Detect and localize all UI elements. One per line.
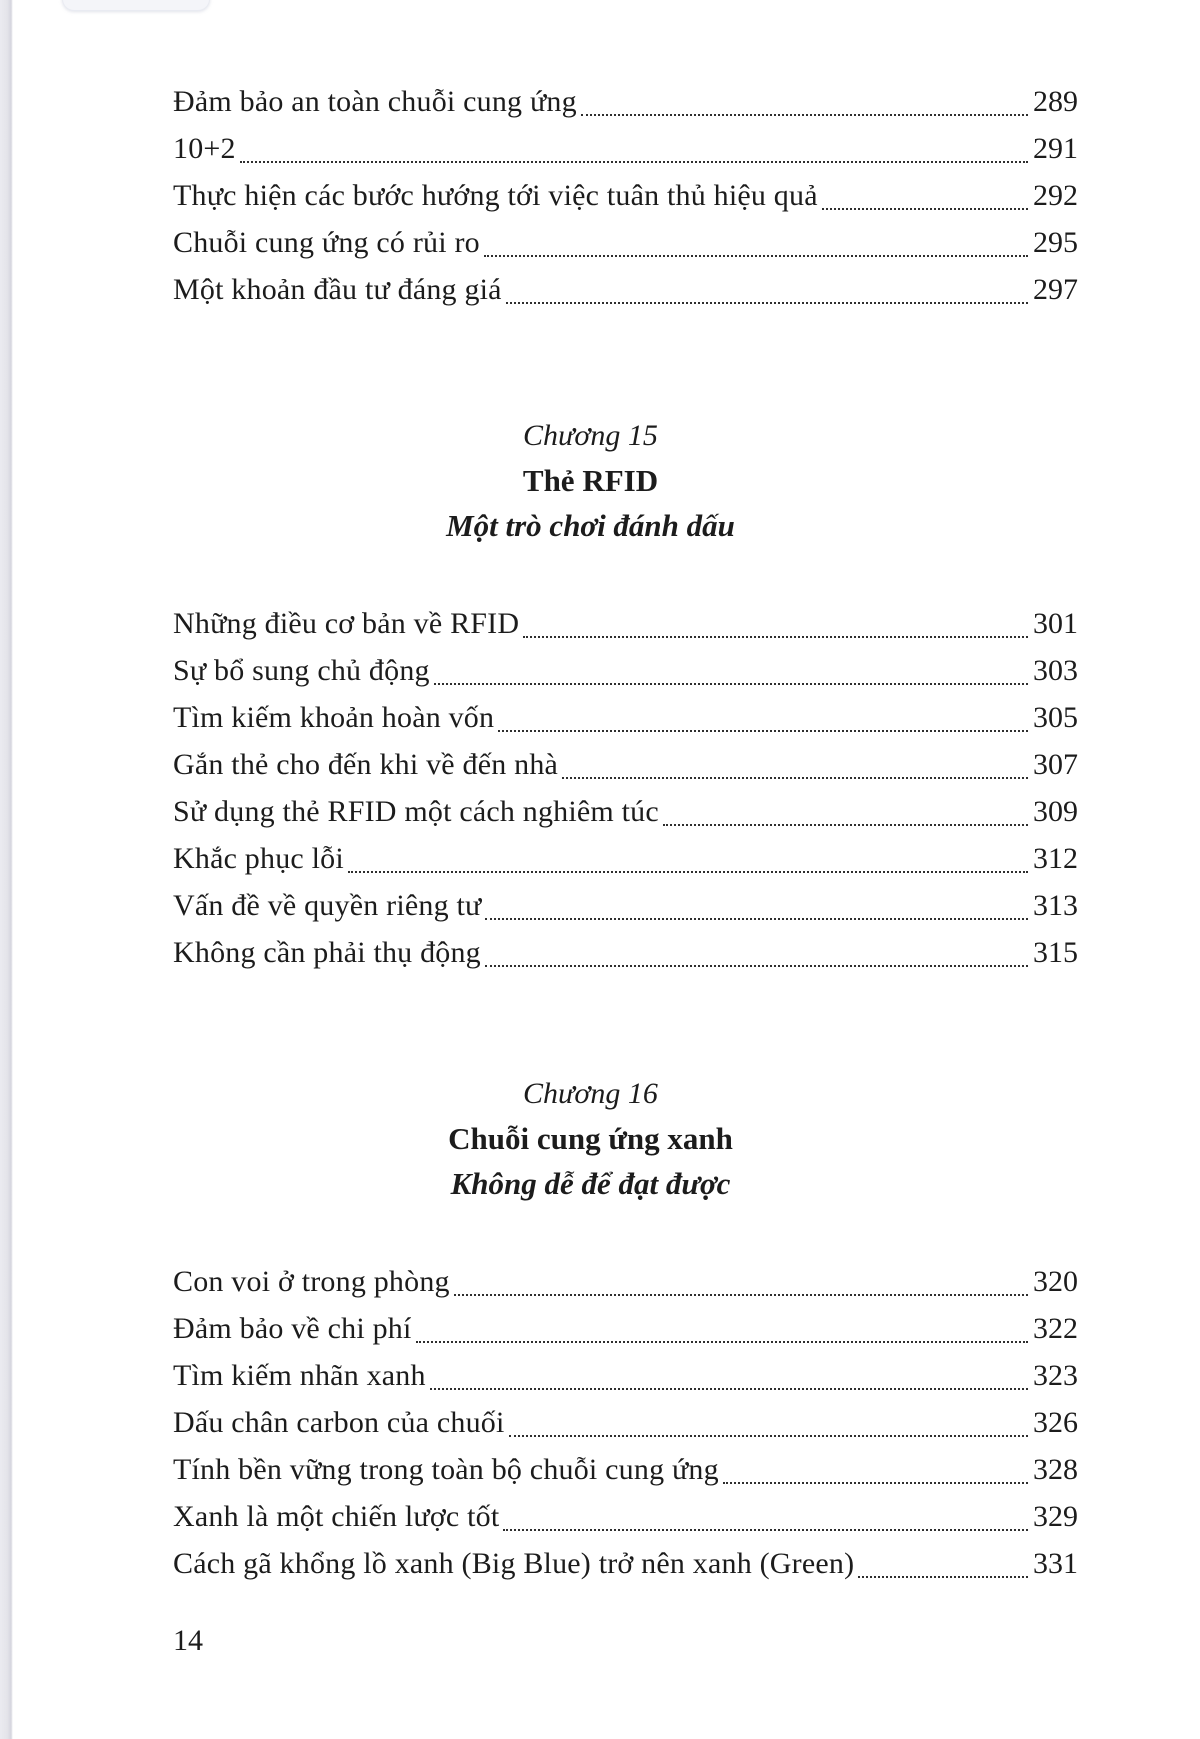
chapter-subtitle: Một trò chơi đánh dấu <box>446 508 735 543</box>
chapter-title: Chuỗi cung ứng xanh <box>448 1121 733 1156</box>
dot-leader <box>348 871 1028 873</box>
toc-entry-title: Xanh là một chiến lược tốt <box>173 1500 500 1533</box>
dot-leader <box>858 1576 1028 1578</box>
chapter-number-label: Chương 16 <box>523 1077 658 1110</box>
toc-entry-page-number: 289 <box>1033 85 1078 118</box>
chapter-number-label: Chương 15 <box>523 419 658 452</box>
toc-entry-title: Tìm kiếm khoản hoàn vốn <box>173 701 495 734</box>
toc-entry-page-number: 323 <box>1033 1359 1078 1392</box>
toc-entry[interactable] <box>173 647 1078 694</box>
dot-leader <box>581 114 1028 116</box>
toc-entry-page-number: 292 <box>1033 179 1078 212</box>
toc-entry-page-number: 328 <box>1033 1453 1078 1486</box>
toc-entry[interactable] <box>173 882 1078 929</box>
toc-entry-title: Con voi ở trong phòng <box>173 1265 450 1298</box>
toc-entry-title: Một khoản đầu tư đáng giá <box>173 273 502 306</box>
toc-entry[interactable] <box>173 1258 1078 1305</box>
dot-leader <box>509 1435 1028 1437</box>
toc-page-content <box>173 0 1078 1664</box>
toc-entry-title: Tìm kiếm nhãn xanh <box>173 1359 426 1392</box>
toc-entry-page-number: 322 <box>1033 1312 1078 1345</box>
dot-leader <box>506 302 1028 304</box>
toc-entry[interactable] <box>173 125 1078 172</box>
toc-entry-title: Gắn thẻ cho đến khi về đến nhà <box>173 748 559 781</box>
chapter-title: Thẻ RFID <box>522 463 659 498</box>
toc-entry[interactable] <box>173 172 1078 219</box>
folio-page-number: 14 <box>173 1624 203 1657</box>
dot-leader <box>434 683 1028 685</box>
toc-section-2 <box>173 600 1078 976</box>
toc-entry-page-number: 320 <box>1033 1265 1078 1298</box>
toc-entry-title: Cách gã khổng lồ xanh (Big Blue) trở nên xanh (Green) <box>173 1547 855 1580</box>
toc-entry-title: Những điều cơ bản về RFID <box>173 607 520 640</box>
toc-entry-page-number: 326 <box>1033 1406 1078 1439</box>
toc-entry-title: Dấu chân carbon của chuối <box>173 1406 505 1439</box>
toc-section-1 <box>173 78 1078 313</box>
toc-entry-page-number: 291 <box>1033 132 1078 165</box>
toc-entry-page-number: 301 <box>1033 607 1078 640</box>
toc-entry-page-number: 307 <box>1033 748 1078 781</box>
toc-entry-page-number: 329 <box>1033 1500 1078 1533</box>
dot-leader <box>723 1482 1028 1484</box>
toc-entry[interactable] <box>173 78 1078 125</box>
toc-entry[interactable] <box>173 219 1078 266</box>
toc-entry-page-number: 331 <box>1033 1547 1078 1580</box>
toc-entry[interactable] <box>173 1399 1078 1446</box>
toc-entry[interactable] <box>173 1446 1078 1493</box>
toc-entry-page-number: 309 <box>1033 795 1078 828</box>
toc-entry-title: Sử dụng thẻ RFID một cách nghiêm túc <box>173 795 659 828</box>
toc-entry-page-number: 313 <box>1033 889 1078 922</box>
toc-entry[interactable] <box>173 1540 1078 1587</box>
toc-entry-page-number: 295 <box>1033 226 1078 259</box>
toc-entry[interactable] <box>173 741 1078 788</box>
toc-entry[interactable] <box>173 835 1078 882</box>
dot-leader <box>822 208 1028 210</box>
dot-leader <box>240 161 1028 163</box>
dot-leader <box>485 918 1028 920</box>
toc-entry-page-number: 312 <box>1033 842 1078 875</box>
dot-leader <box>503 1529 1028 1531</box>
toc-entry-title: Chuỗi cung ứng có rủi ro <box>173 226 480 259</box>
toc-entry-title: Thực hiện các bước hướng tới việc tuân thủ hiệu quả <box>173 179 818 212</box>
toc-entry-page-number: 305 <box>1033 701 1078 734</box>
toc-entry-title: Khắc phục lỗi <box>173 842 344 875</box>
toc-entry-title: Đảm bảo an toàn chuỗi cung ứng <box>173 85 577 118</box>
dot-leader <box>484 255 1028 257</box>
toc-section-3 <box>173 1258 1078 1587</box>
toc-entry[interactable] <box>173 266 1078 313</box>
dot-leader <box>416 1341 1028 1343</box>
toc-entry-title: Không cần phải thụ động <box>173 936 481 969</box>
toc-entry-title: Sự bổ sung chủ động <box>173 654 430 687</box>
toc-entry[interactable] <box>173 1352 1078 1399</box>
toc-entry[interactable] <box>173 600 1078 647</box>
toc-entry[interactable] <box>173 788 1078 835</box>
chapter-15-heading <box>173 413 1078 548</box>
toc-entry[interactable] <box>173 1493 1078 1540</box>
toc-entry-page-number: 297 <box>1033 273 1078 306</box>
toc-entry[interactable] <box>173 929 1078 976</box>
dot-leader <box>485 965 1028 967</box>
toc-entry[interactable] <box>173 694 1078 741</box>
toc-entry-title: 10+2 <box>173 132 236 165</box>
dot-leader <box>430 1388 1028 1390</box>
chapter-subtitle: Không dễ để đạt được <box>450 1166 731 1201</box>
toc-entry[interactable] <box>173 1305 1078 1352</box>
page-left-edge <box>0 0 13 1739</box>
dot-leader <box>454 1294 1028 1296</box>
dot-leader <box>498 730 1028 732</box>
dot-leader <box>523 636 1028 638</box>
toc-entry-title: Vấn đề về quyền riêng tư <box>173 889 482 922</box>
chapter-16-heading <box>173 1071 1078 1206</box>
toc-entry-page-number: 303 <box>1033 654 1078 687</box>
dot-leader <box>663 824 1028 826</box>
toc-entry-title: Đảm bảo về chi phí <box>173 1312 412 1345</box>
toc-entry-title: Tính bền vững trong toàn bộ chuỗi cung ứng <box>173 1453 719 1486</box>
dot-leader <box>562 777 1028 779</box>
toc-entry-page-number: 315 <box>1033 936 1078 969</box>
